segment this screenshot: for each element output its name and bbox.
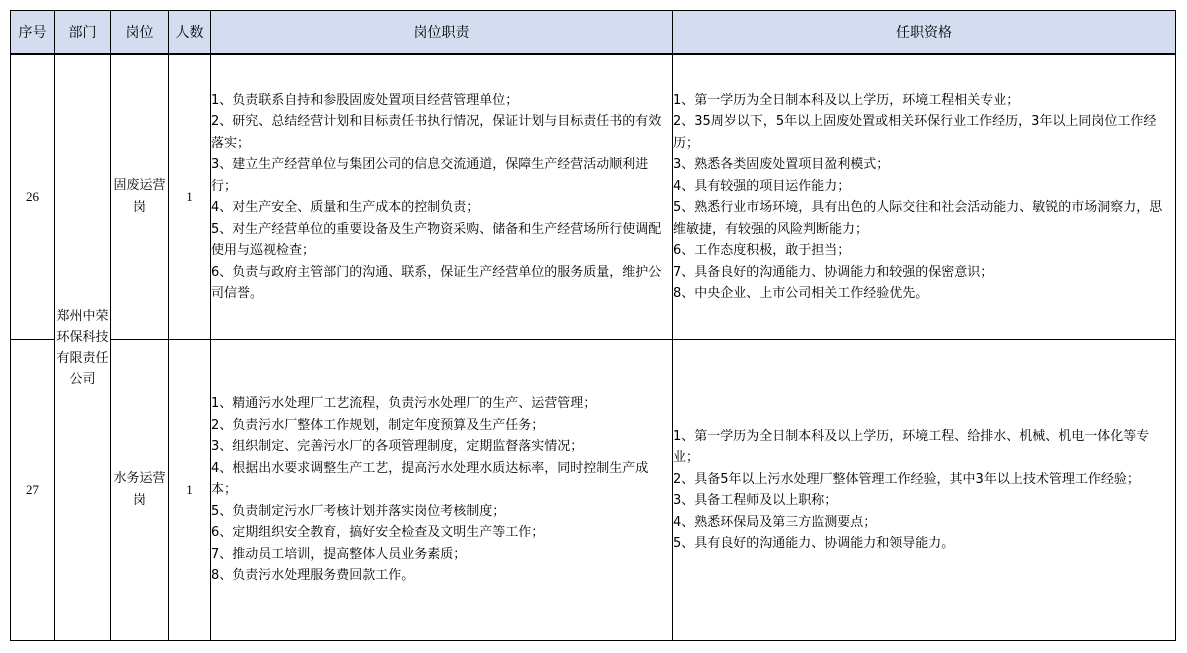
qualification-item: 3、具备工程师及以上职称； bbox=[673, 493, 838, 508]
row-duties bbox=[211, 340, 673, 641]
qualification-item: 6、工作态度积极，敢于担当； bbox=[673, 243, 851, 258]
row-post: 水务运营岗 bbox=[111, 340, 169, 641]
duty-item: 8、负责污水处理服务费回款工作。 bbox=[211, 568, 415, 584]
job-table bbox=[10, 10, 1176, 641]
qualification-item: 2、35周岁以下，5年以上固废处置或相关环保行业工作经历，3年以上同岗位工作经历； bbox=[673, 114, 1157, 151]
duty-item: 5、对生产经营单位的重要设备及生产物资采购、储备和生产经营场所行使调配使用与巡视检查； bbox=[211, 221, 662, 258]
row-duties bbox=[211, 54, 673, 340]
qualification-item: 8、中央企业、上市公司相关工作经验优先。 bbox=[673, 286, 929, 301]
duty-item: 1、精通污水处理厂工艺流程，负责污水处理厂的生产、运营管理； bbox=[211, 396, 597, 412]
row-count: 1 bbox=[169, 54, 211, 340]
qualification-item: 1、第一学历为全日制本科及以上学历，环境工程相关专业； bbox=[673, 92, 1020, 108]
duty-item: 6、负责与政府主管部门的沟通、联系，保证生产经营单位的服务质量，维护公司信誉。 bbox=[211, 264, 662, 301]
qualification-item: 5、具有良好的沟通能力、协调能力和领导能力。 bbox=[673, 536, 955, 551]
qualification-item: 2、具备5年以上污水处理厂整体管理工作经验，其中3年以上技术管理工作经验； bbox=[673, 471, 1140, 487]
department-cell: 郑州中荣环保科技有限责任公司 bbox=[55, 54, 111, 641]
table-row bbox=[11, 54, 1176, 340]
header-row bbox=[11, 11, 1176, 55]
duty-item: 4、对生产安全、质量和生产成本的控制负责； bbox=[211, 200, 480, 215]
qualification-item: 4、熟悉环保局及第三方监测要点； bbox=[673, 514, 877, 530]
duty-item: 3、组织制定、完善污水厂的各项管理制度，定期监督落实情况； bbox=[211, 439, 584, 455]
duty-item: 2、研究、总结经营计划和目标责任书执行情况，保证计划与目标责任书的有效落实； bbox=[211, 114, 662, 151]
row-qualifications bbox=[673, 54, 1176, 340]
qualification-item: 7、具备良好的沟通能力、协调能力和较强的保密意识； bbox=[673, 264, 994, 280]
header-count: 人数 bbox=[169, 11, 211, 55]
header-qualifications: 任职资格 bbox=[673, 11, 1176, 55]
duty-item: 5、负责制定污水厂考核计划并落实岗位考核制度； bbox=[211, 503, 506, 519]
row-seq: 26 bbox=[11, 54, 55, 340]
duty-item: 7、推动员工培训，提高整体人员业务素质； bbox=[211, 546, 467, 562]
row-post: 固废运营岗 bbox=[111, 54, 169, 340]
header-dept: 部门 bbox=[55, 11, 111, 55]
row-qualifications bbox=[673, 340, 1176, 641]
header-seq: 序号 bbox=[11, 11, 55, 55]
duty-item: 1、负责联系自持和参股固废处置项目经营管理单位； bbox=[211, 92, 519, 108]
header-duties: 岗位职责 bbox=[211, 11, 673, 55]
header-post: 岗位 bbox=[111, 11, 169, 55]
qualification-item: 5、熟悉行业市场环境，具有出色的人际交往和社会活动能力、敏锐的市场洞察力，思维敏捷，有较强的风险判断能力； bbox=[673, 200, 1163, 237]
qualification-item: 3、熟悉各类固废处置项目盈利模式； bbox=[673, 157, 890, 172]
table-row bbox=[11, 340, 1176, 641]
row-count: 1 bbox=[169, 340, 211, 641]
duty-item: 3、建立生产经营单位与集团公司的信息交流通道，保障生产经营活动顺利进行； bbox=[211, 157, 649, 194]
qualification-item: 1、第一学历为全日制本科及以上学历，环境工程、给排水、机械、机电一体化等专业； bbox=[673, 428, 1150, 465]
row-seq: 27 bbox=[11, 340, 55, 641]
duty-item: 4、根据出水要求调整生产工艺，提高污水处理水质达标率，同时控制生产成本； bbox=[211, 460, 649, 498]
qualification-item: 4、具有较强的项目运作能力； bbox=[673, 178, 851, 194]
duty-item: 2、负责污水厂整体工作规划，制定年度预算及生产任务； bbox=[211, 417, 545, 433]
duty-item: 6、定期组织安全教育，搞好安全检查及文明生产等工作； bbox=[211, 525, 545, 541]
